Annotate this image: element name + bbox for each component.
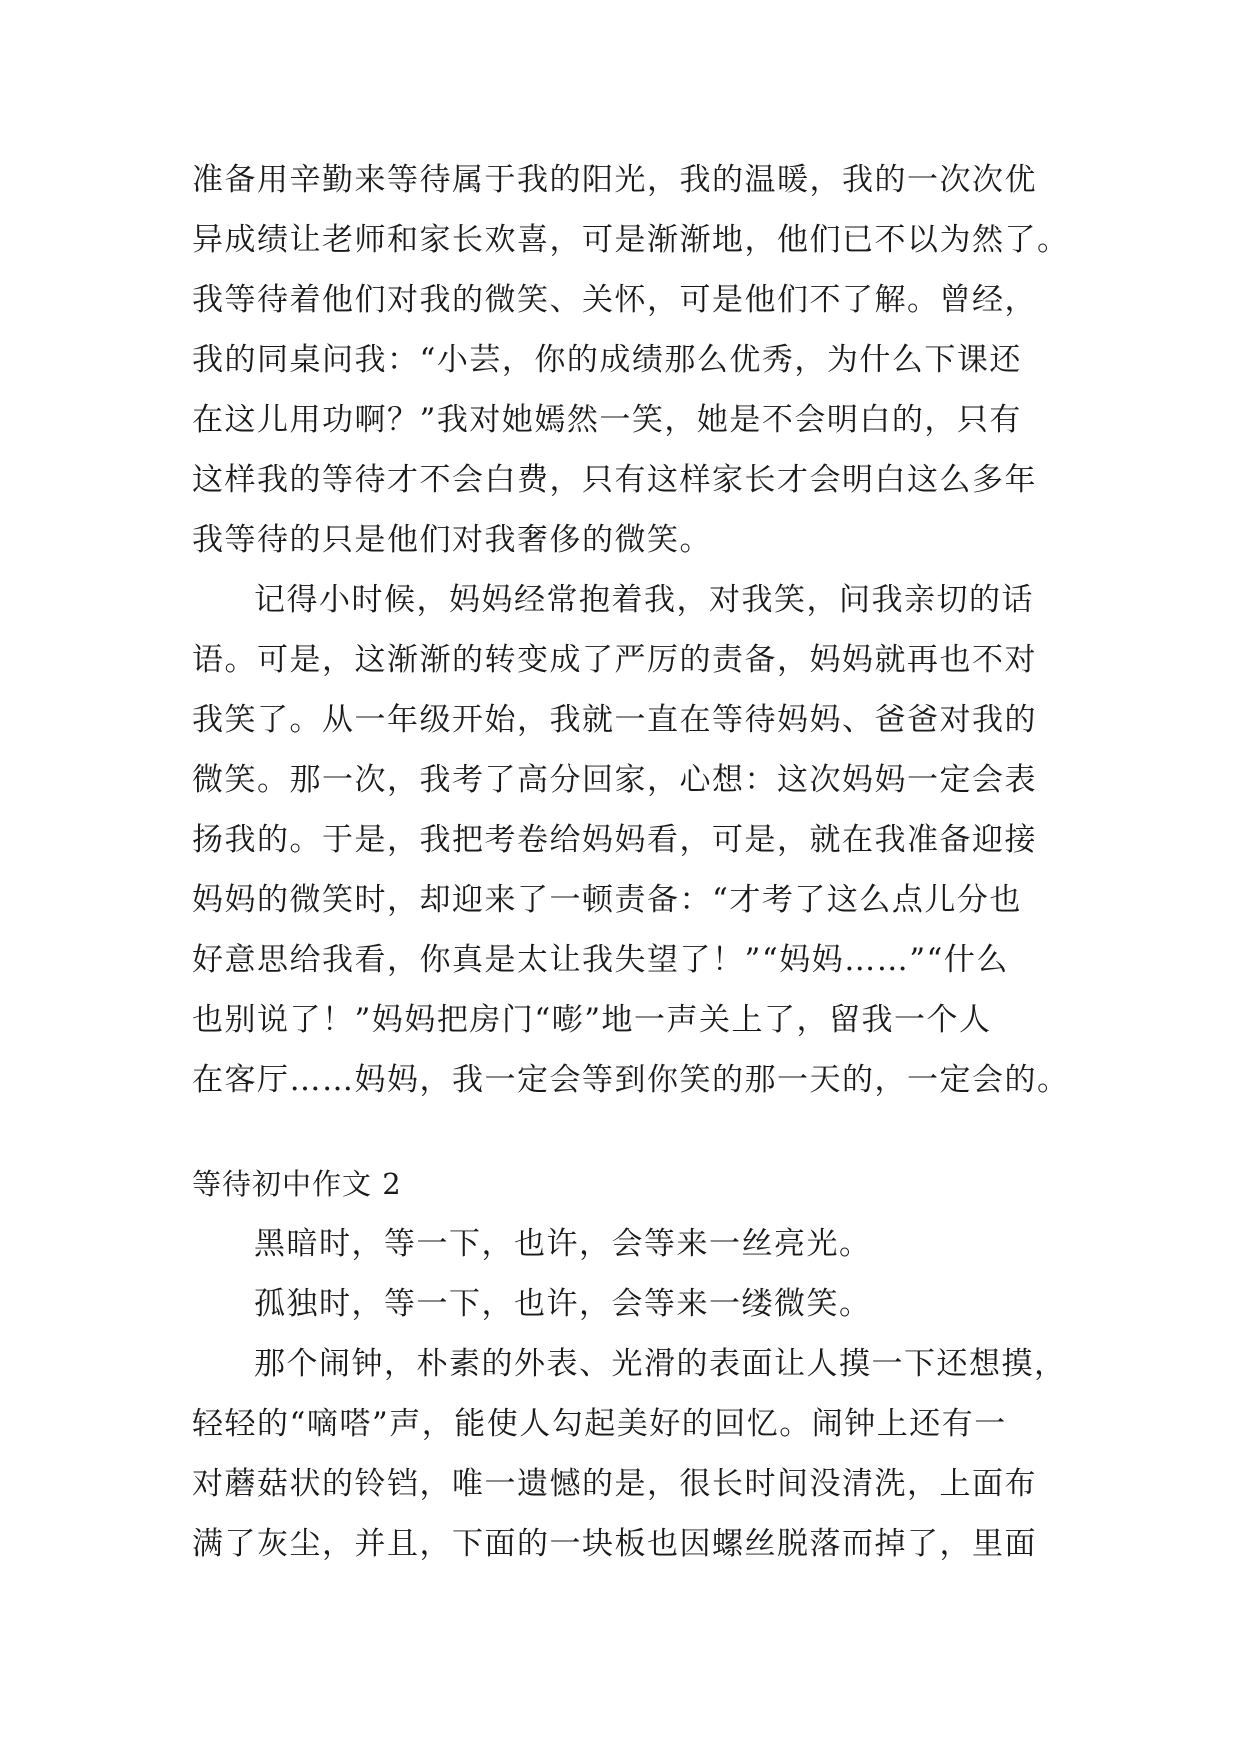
- text-line: 异成绩让老师和家长欢喜，可是渐渐地，他们已不以为然了。: [192, 222, 1070, 258]
- paragraph-1: [192, 150, 1070, 570]
- text-line: 我等待着他们对我的微笑、关怀，可是他们不了解。曾经，: [192, 282, 1037, 318]
- poem: [192, 1214, 1062, 1334]
- poem-line: 黑暗时，等一下，也许，会等来一丝亮光。: [254, 1226, 872, 1262]
- text-line: 扬我的。于是，我把考卷给妈妈看，可是，就在我准备迎接: [192, 822, 1037, 858]
- text-line: 满了灰尘，并且，下面的一块板也因螺丝脱落而掉了，里面: [192, 1526, 1037, 1562]
- text-line: 那个闹钟，朴素的外表、光滑的表面让人摸一下还想摸，: [254, 1346, 1067, 1382]
- text-line: 轻轻的“嘀嗒”声，能使人勾起美好的回忆。闹钟上还有一: [192, 1406, 1007, 1442]
- text-line: 我等待的只是他们对我奢侈的微笑。: [192, 522, 712, 558]
- section-title: 等待初中作文 2: [192, 1167, 402, 1201]
- paragraph-3: [192, 1334, 1067, 1574]
- text-line: 语。可是，这渐渐的转变成了严厉的责备，妈妈就再也不对: [192, 642, 1037, 678]
- text-line: 也别说了！”妈妈把房门“嘭”地一声关上了，留我一个人: [192, 1002, 992, 1038]
- text-line: 妈妈的微笑时，却迎来了一顿责备：“才考了这么点儿分也: [192, 882, 1022, 918]
- poem-line: 孤独时，等一下，也许，会等来一缕微笑。: [254, 1286, 872, 1322]
- text-line: 在这儿用功啊？”我对她嫣然一笑，她是不会明白的，只有: [192, 402, 1022, 438]
- section-gap: [192, 1110, 1062, 1154]
- text-line: 我笑了。从一年级开始，我就一直在等待妈妈、爸爸对我的: [192, 702, 1037, 738]
- text-line: 我的同桌问我：“小芸，你的成绩那么优秀，为什么下课还: [192, 342, 1022, 378]
- text-line: 在客厅……妈妈，我一定会等到你笑的那一天的，一定会的。: [192, 1062, 1070, 1098]
- text-line: 对蘑菇状的铃铛，唯一遗憾的是，很长时间没清洗，上面布: [192, 1466, 1037, 1502]
- paragraph-2: [192, 570, 1070, 1110]
- document-body: [192, 150, 1070, 1574]
- text-line: 记得小时候，妈妈经常抱着我，对我笑，问我亲切的话: [254, 582, 1034, 618]
- text-line: 好意思给我看，你真是太让我失望了！”“妈妈……”“什么: [192, 942, 1009, 978]
- text-line: 准备用辛勤来等待属于我的阳光，我的温暖，我的一次次优: [192, 162, 1037, 198]
- text-line: 这样我的等待才不会白费，只有这样家长才会明白这么多年: [192, 462, 1037, 498]
- text-line: 微笑。那一次，我考了高分回家，心想：这次妈妈一定会表: [192, 762, 1037, 798]
